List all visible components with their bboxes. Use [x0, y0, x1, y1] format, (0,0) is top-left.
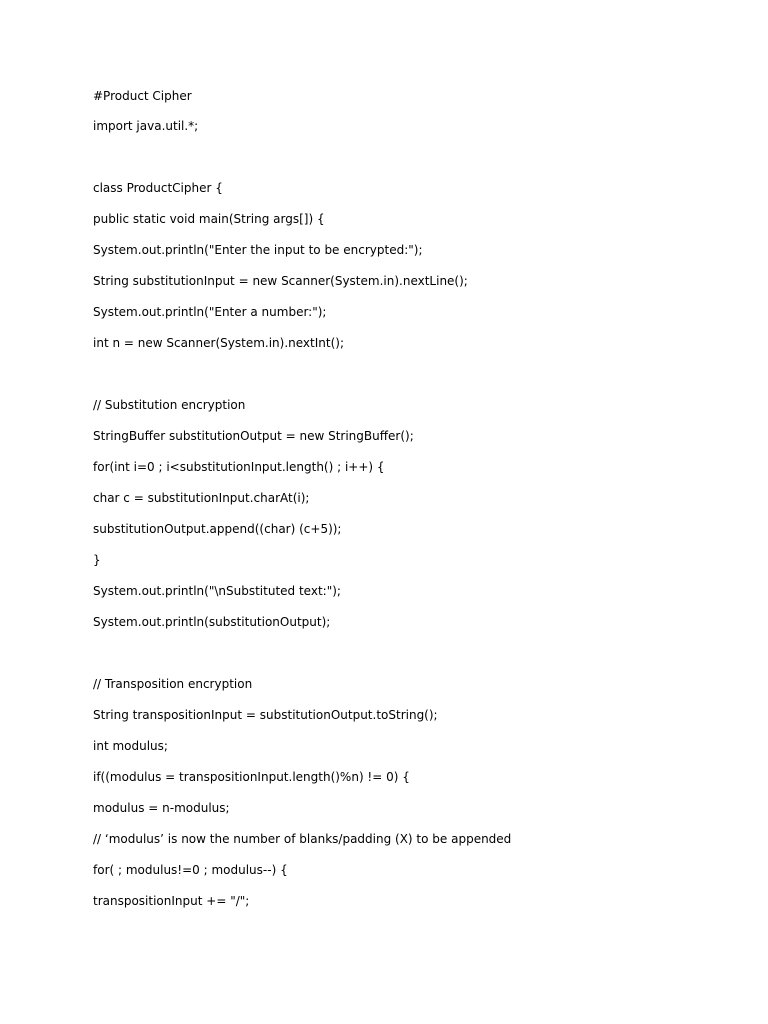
code-line: for( ; modulus!=0 ; modulus--) {: [93, 863, 288, 877]
comment-line: // Substitution encryption: [93, 398, 246, 412]
code-line: System.out.println(substitutionOutput);: [93, 615, 331, 629]
code-line: char c = substitutionInput.charAt(i);: [93, 491, 310, 505]
code-line: int n = new Scanner(System.in).nextInt();: [93, 336, 344, 350]
code-line: transpositionInput += "/";: [93, 894, 250, 908]
heading-line: #Product Cipher: [93, 89, 192, 103]
code-line: int modulus;: [93, 739, 168, 753]
code-line: if((modulus = transpositionInput.length()%n) != 0) {: [93, 770, 410, 784]
comment-line: // ‘modulus’ is now the number of blanks/padding (X) to be appended: [93, 832, 512, 846]
code-line: StringBuffer substitutionOutput = new StringBuffer();: [93, 429, 414, 443]
code-line: System.out.println("Enter the input to be encrypted:");: [93, 243, 423, 257]
code-line: import java.util.*;: [93, 119, 199, 133]
code-line: public static void main(String args[]) {: [93, 212, 325, 226]
code-line: }: [93, 553, 101, 567]
code-line: substitutionOutput.append((char) (c+5));: [93, 522, 342, 536]
code-line: String transpositionInput = substitutionOutput.toString();: [93, 708, 438, 722]
code-line: for(int i=0 ; i<substitutionInput.length() ; i++) {: [93, 460, 385, 474]
code-line: class ProductCipher {: [93, 181, 223, 195]
code-line: System.out.println("Enter a number:");: [93, 305, 327, 319]
comment-line: // Transposition encryption: [93, 677, 253, 691]
code-line: String substitutionInput = new Scanner(System.in).nextLine();: [93, 274, 468, 288]
code-line: System.out.println("\nSubstituted text:");: [93, 584, 341, 598]
code-line: modulus = n-modulus;: [93, 801, 230, 815]
